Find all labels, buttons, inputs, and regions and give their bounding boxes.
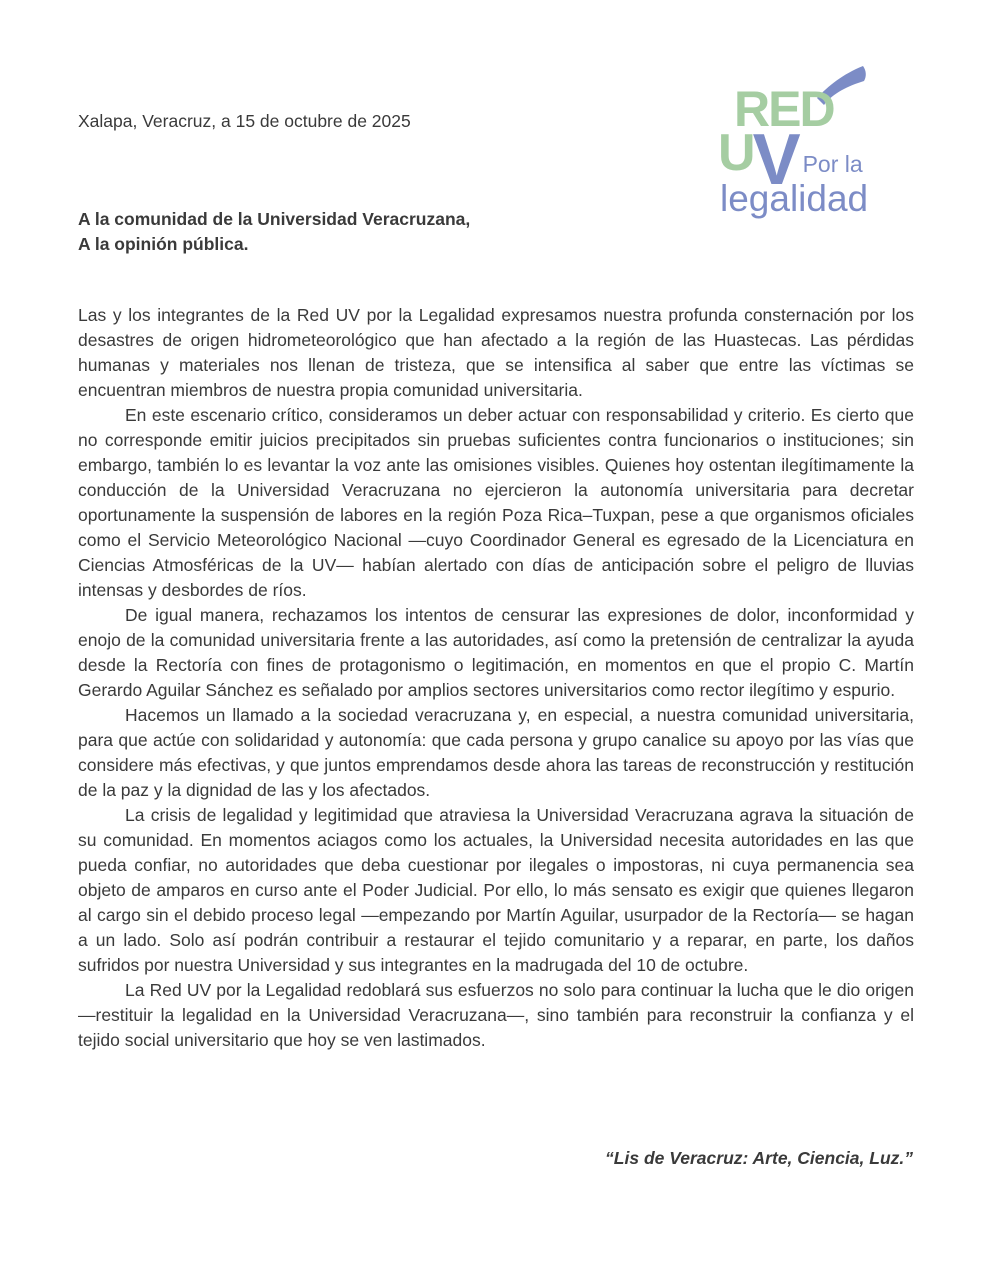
logo-legalidad-text: legalidad	[720, 178, 869, 219]
red-uv-logo	[710, 58, 900, 233]
body-paragraph: La crisis de legalidad y legitimidad que atraviesa la Universidad Veracruzana agrava la situación de su comunidad. En momentos aciagos como los actuales, la Universidad necesita autoridades en las que pueda confiar, no autoridades que deba cuestionar por ilegales o impostoras, ni cuya permanencia sea objeto de amparos en curso ante el Poder Judicial. Por ello, lo más sensato es exigir que quienes llegaron al cargo sin el debido proceso legal —empezando por Martín Aguilar, usurpador de la Rectoría— se hagan a un lado. Solo así podrán contribuir a restaurar el tejido comunitario y a reparar, en parte, los daños sufridos por nuestra Universidad y sus integrantes en la madrugada del 10 de octubre.	[78, 805, 914, 975]
logo-v-text: V	[752, 120, 801, 200]
logo-red-text: RED	[734, 81, 834, 137]
salutation	[78, 207, 470, 257]
body-paragraph: En este escenario crítico, consideramos un deber actuar con responsabilidad y criterio. Es cierto que no corresponde emitir juicios precipitados sin pruebas suficientes contra funcionarios o instituciones; sin embargo, también lo es levantar la voz ante las omisiones visibles. Quienes hoy ostentan ilegítimamente la conducción de la Universidad Veracruzana no ejercieron la autonomía universitaria para decretar oportunamente la suspensión de labores en la región Poza Rica–Tuxpan, pese a que organismos oficiales como el Servicio Meteorológico Nacional —cuyo Coordinador General es egresado de la Licenciatura en Ciencias Atmosféricas de la UV— habían alertado con días de anticipación sobre el peligro de lluvias intensas y desbordes de ríos.	[78, 405, 914, 600]
closing-motto: “Lis de Veracruz: Arte, Ciencia, Luz.”	[605, 1148, 913, 1168]
letter-body	[78, 303, 914, 1053]
body-paragraph: Hacemos un llamado a la sociedad veracruzana y, en especial, a nuestra comunidad universitaria, para que actúe con solidaridad y autonomía: que cada persona y grupo canalice su apoyo por las vías que considere más efectivas, y que juntos emprendamos desde ahora las tareas de reconstrucción y restitución de la paz y la dignidad de las y los afectados.	[78, 705, 914, 800]
salutation-line-public: A la opinión pública.	[78, 234, 249, 254]
logo-u-text: U	[718, 124, 753, 182]
body-paragraph: Las y los integrantes de la Red UV por la Legalidad expresamos nuestra profunda consternación por los desastres de origen hidrometeorológico que han afectado a la región de las Huastecas. Las pérdidas humanas y materiales nos llenan de tristeza, que se intensifica al saber que entre las víctimas se encuentran miembros de nuestra propia comunidad universitaria.	[78, 305, 914, 400]
dateline: Xalapa, Veracruz, a 15 de octubre de 2025	[78, 111, 411, 131]
body-paragraph: De igual manera, rechazamos los intentos de censurar las expresiones de dolor, inconformidad y enojo de la comunidad universitaria frente a las autoridades, así como la pretensión de centralizar la ayuda desde la Rectoría con fines de protagonismo o legitimación, en momentos en que el propio C. Martín Gerardo Aguilar Sánchez es señalado por amplios sectores universitarios como rector ilegítimo y espurio.	[78, 605, 914, 700]
salutation-line-community: A la comunidad de la Universidad Veracruzana,	[78, 209, 471, 229]
body-paragraph: La Red UV por la Legalidad redoblará sus esfuerzos no solo para continuar la lucha que le dio origen —restituir la legalidad en la Universidad Veracruzana—, sino también para reconstruir la confianza y el tejido social universitario que hoy se ven lastimados.	[78, 980, 914, 1050]
logo-por-la-text: Por la	[802, 151, 863, 177]
